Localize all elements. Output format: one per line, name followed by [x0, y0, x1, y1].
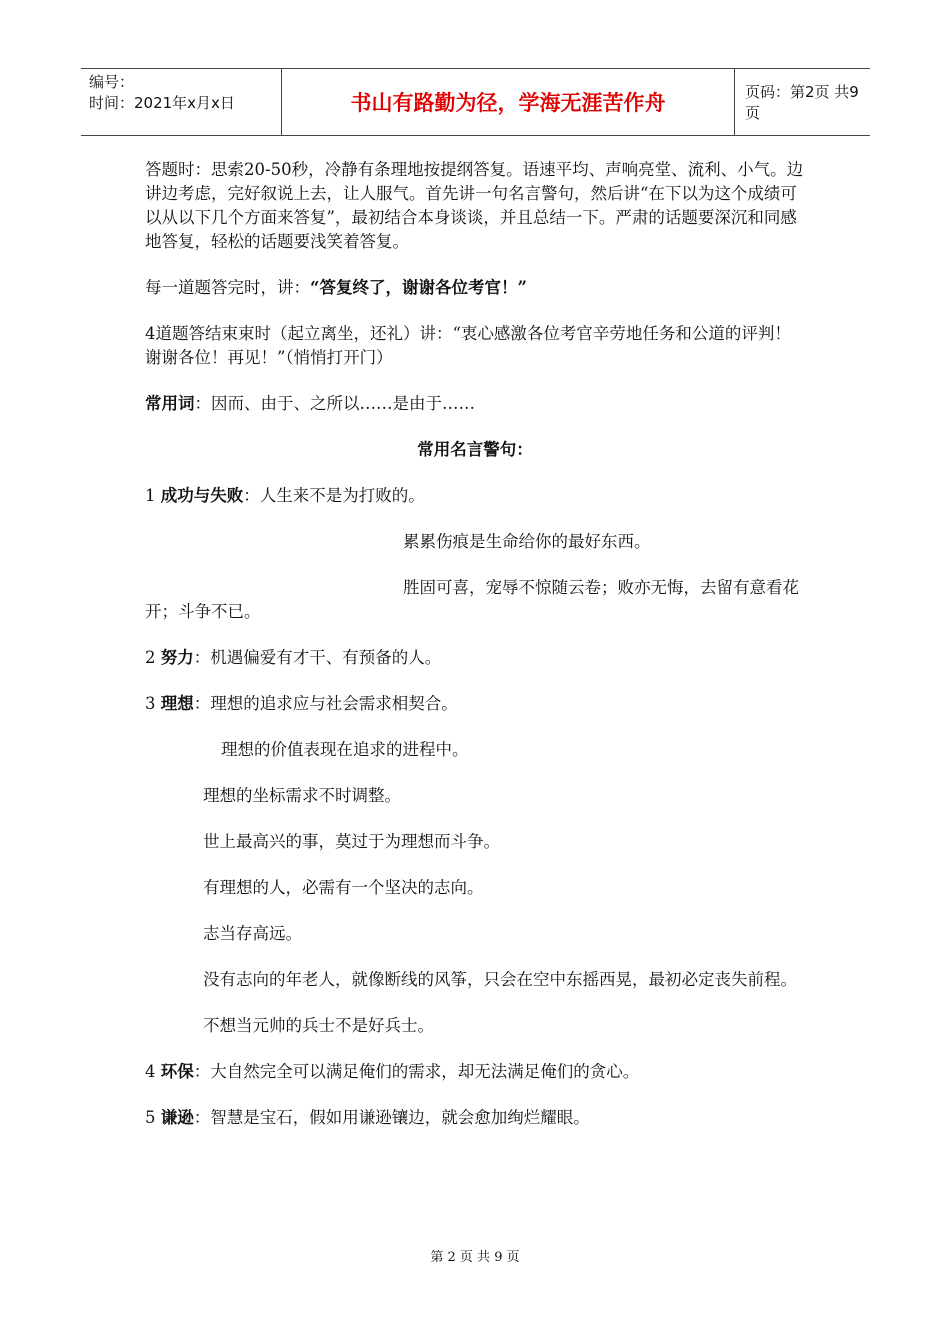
quote-text: ：理想的追求应与社会需求相契合。 [193, 694, 458, 713]
quote-label: 环保 [160, 1062, 194, 1081]
paragraph-answer-tips: 答题时：思索20-50秒，冷静有条理地按提纲答复。语速平均、声响亮堂、流利、小气。边讲边考虑，完好叙说上去，让人服气。首先讲一句名言警句，然后讲“在下以为这个成绩可以从以下几个方面来答复”，最初结合本身谈谈，并且总结一下。严肃的话题要深沉和同感地答复，轻松的话题要浅笑着答复。 [145, 160, 804, 251]
header-motto: 书山有路勤为径，学海无涯苦作舟 [282, 69, 735, 135]
quote-5 [145, 1106, 805, 1130]
quote-3-line-8: 不想当元帅的兵士不是好兵士。 [203, 1016, 434, 1035]
quote-1-line-3: 胜固可喜，宠辱不惊随云卷；败亦无悔，去留有意看花开；斗争不已。 [145, 578, 799, 621]
quote-2 [145, 646, 805, 670]
quote-3-line-6: 志当存高远。 [203, 924, 302, 943]
time-label: 时间：2021年x月x日 [89, 94, 235, 112]
paragraph-closing-phrase [145, 276, 805, 300]
common-words-label: 常用词 [145, 394, 195, 413]
quote-text: ：大自然完全可以满足俺们的需求，却无法满足俺们的贪心。 [193, 1062, 640, 1081]
quote-3-line-3: 理想的坐标需求不时调整。 [203, 786, 401, 805]
quote-number: 3 [145, 694, 161, 713]
quote-1 [145, 484, 805, 508]
quote-number: 4 [145, 1062, 161, 1081]
quote-number: 2 [145, 648, 161, 667]
quote-number: 1 [145, 486, 161, 505]
quote-3-line-5: 有理想的人，必需有一个坚决的志向。 [203, 878, 484, 897]
quote-text: ：机遇偏爱有才干、有预备的人。 [193, 648, 442, 667]
common-words-text: ：因而、由于、之所以……是由于…… [194, 394, 475, 413]
page-header [81, 68, 870, 136]
paragraph-common-words [145, 392, 805, 416]
closing-prefix: 每一道题答完时，讲： [145, 278, 310, 297]
quote-4 [145, 1060, 805, 1084]
quote-label: 理想 [160, 694, 194, 713]
quote-number: 5 [145, 1108, 161, 1127]
quote-3-line-7: 没有志向的年老人，就像断线的风筝，只会在空中东摇西晃，最初必定丧失前程。 [203, 970, 797, 989]
section-title: 常用名言警句： [417, 440, 533, 459]
quote-3-line-4: 世上最高兴的事，莫过于为理想而斗争。 [203, 832, 500, 851]
header-page-info: 页码：第2页 共9页 [745, 83, 859, 122]
page-footer: 第 2 页 共 9 页 [430, 1250, 520, 1265]
quote-text: ：人生来不是为打败的。 [243, 486, 425, 505]
quote-label: 成功与失败 [160, 486, 244, 505]
quote-3-line-2: 理想的价值表现在追求的进程中。 [221, 740, 469, 759]
quote-label: 努力 [160, 648, 194, 667]
header-meta [81, 69, 282, 135]
quote-label: 谦逊 [160, 1108, 194, 1127]
document-body [145, 158, 805, 1152]
quote-1-line-2: 累累伤痕是生命给你的最好东西。 [403, 532, 651, 551]
paragraph-farewell: 4道题答结束束时（起立离坐，还礼）讲：“衷心感激各位考官辛劳地任务和公道的评判！谢谢各位！再见！”（悄悄打开门） [145, 324, 791, 367]
quote-3 [145, 692, 805, 716]
quote-text: ：智慧是宝石，假如用谦逊镶边，就会愈加绚烂耀眼。 [193, 1108, 590, 1127]
number-label: 编号： [89, 73, 135, 91]
closing-phrase: “答复终了，谢谢各位考官！” [310, 278, 527, 297]
